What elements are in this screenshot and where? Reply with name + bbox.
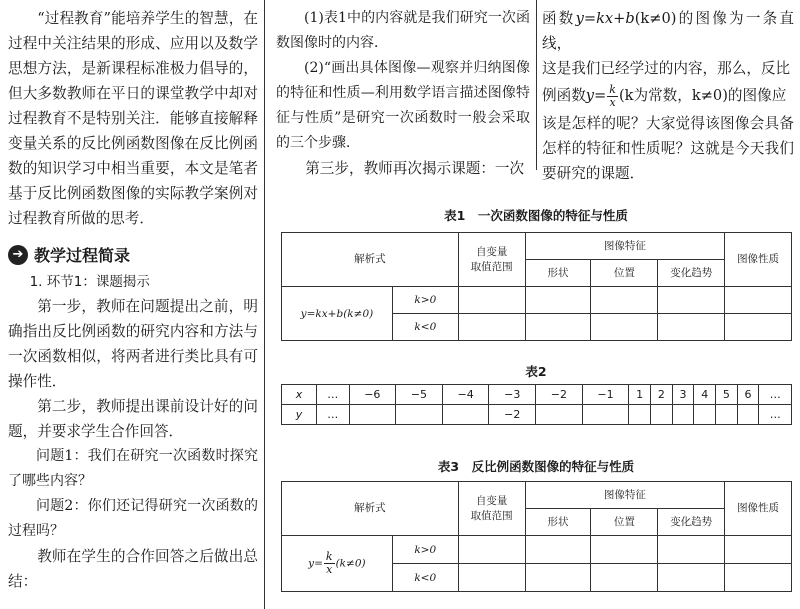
t1-header-trend: 变化趋势 [658,260,725,287]
t2-x-value: −2 [536,385,583,405]
t2-y-value [396,405,443,425]
t2-x-value: … [759,385,792,405]
t3-cell [725,536,792,564]
t1-function: y=kx+b(k≠0) [282,287,393,341]
t1-cell [591,287,658,314]
table1 [281,232,792,341]
t2-y-value [629,405,651,425]
continuation-rest: 该是怎样的呢？大家觉得该图像会具备怎样的特征和性质呢？这就是今天我们要研究的课题． [542,115,794,182]
t3-cell [658,536,725,564]
arrow-circle-icon: ➔ [8,245,28,265]
step3-paragraph: 第三步，教师再次揭示课题：一次 [305,160,525,177]
t1-cell [658,287,725,314]
column-right [542,0,794,186]
t2-x-value: 5 [716,385,738,405]
t3-cell [525,564,591,592]
continuation-line-3: 例函数y= $\frac{k}{x}$ (k为常数，k≠0)的图像应 [542,82,787,109]
t3-cell [458,564,525,592]
t3-header-feature: 图像特征 [525,482,725,509]
t3-header-property: 图像性质 [725,482,792,536]
section-heading [8,243,258,266]
t2-y-value [536,405,583,425]
t3-k-positive: k>0 [392,536,458,564]
t2-x-value: −4 [442,385,489,405]
table3-caption: 表3 反比例函数图像的特征与性质 [437,459,635,474]
t3-cell [658,564,725,592]
t1-cell [658,314,725,341]
t1-header-expr: 解析式 [282,233,459,287]
table3 [281,481,792,592]
t2-y-value: −2 [489,405,536,425]
t2-y-label: y [282,405,317,425]
fraction-k-over-x: $\frac{k}{x}$ [609,82,616,109]
t2-y-value: … [759,405,792,425]
t3-header-trend: 变化趋势 [658,509,725,536]
t1-cell [725,287,792,314]
t2-x-value: −3 [489,385,536,405]
t3-header-position: 位置 [591,509,658,536]
t1-header-property: 图像性质 [725,233,792,287]
t1-k-positive: k>0 [392,287,458,314]
step2-paragraph: 第二步，教师提出课前设计好的问题，并要求学生合作回答． [8,398,258,440]
continuation-line-1: 函数y=kx+b(k≠0)的图像为一条直线， [542,10,794,52]
t1-cell [458,287,525,314]
section-title: 教学过程简录 [34,246,131,265]
t3-cell [591,536,658,564]
t3-header-domain: 自变量 取值范围 [458,482,525,536]
question-1: 问题1：我们在研究一次函数时探究了哪些内容？ [8,448,258,489]
t3-cell [525,536,591,564]
table2 [281,384,792,425]
t2-y-value [716,405,738,425]
subsection-title: 1. 环节1：课题揭示 [29,274,150,290]
column-divider-left [264,0,265,609]
point-2: (2)“画出具体图像—观察并归纳图像的特征和性质—利用数学语言描述图像特征与性质”是研究一次函数时一般会采取的三个步骤． [276,60,530,151]
t3-k-negative: k<0 [392,564,458,592]
intro-paragraph: “过程教育”能培养学生的智慧，在过程中关注结果的形成、应用以及数学思想方法，是新课程标准极力倡导的，但大多数教师在平日的课堂教学中却对过程教育不是特别关注．能够直接解释变量关系的反比例函数图像在反比例函数的知识学习中相当重要，本文是笔者基于反比例函数图像的实际教学案例对过程教育所做的思考． [8,10,258,227]
t3-cell [591,564,658,592]
t2-y-value [694,405,716,425]
table1-caption: 表1 一次函数图像的特征与性质 [444,208,628,223]
t1-header-shape: 形状 [525,260,591,287]
t2-x-value: 6 [737,385,759,405]
t3-header-expr: 解析式 [282,482,459,536]
t2-x-value: 4 [694,385,716,405]
point-1: (1)表1中的内容就是我们研究一次函数图像时的内容． [276,10,530,51]
t2-y-value [582,405,629,425]
t2-x-value: 1 [629,385,651,405]
t3-cell [725,564,792,592]
step1-paragraph: 第一步，教师在问题提出之前，明确指出反比例函数的研究内容和方法与一次函数相似，将两者进行类比具有可操作性． [8,298,258,390]
t2-x-value: −6 [349,385,396,405]
t2-y-value [737,405,759,425]
t2-x-label: x [282,385,317,405]
t2-y-value: … [317,405,350,425]
column-divider-right [536,0,537,170]
t3-cell [458,536,525,564]
t1-cell [525,314,591,341]
t2-y-value [349,405,396,425]
column-left [8,0,258,594]
t2-x-value: 2 [651,385,673,405]
t1-header-domain: 自变量 取值范围 [458,233,525,287]
question-2: 问题2：你们还记得研究一次函数的过程吗？ [8,498,258,539]
t2-x-value: 3 [672,385,694,405]
t1-cell [525,287,591,314]
summary-paragraph: 教师在学生的合作回答之后做出总结： [8,548,258,590]
t2-y-value [442,405,489,425]
t2-x-value: −5 [396,385,443,405]
t2-x-value: −1 [582,385,629,405]
t1-header-feature: 图像特征 [525,233,725,260]
table2-caption: 表2 [525,364,547,379]
t2-y-value [651,405,673,425]
t2-y-value [672,405,694,425]
t1-cell [458,314,525,341]
t3-header-shape: 形状 [525,509,591,536]
t1-header-position: 位置 [591,260,658,287]
t1-k-negative: k<0 [392,314,458,341]
t3-function: y= $\frac{k}{x}$ (k≠0) [282,536,393,592]
continuation-line-2: 这是我们已经学过的内容，那么，反比 [542,60,791,77]
t1-cell [591,314,658,341]
t2-x-value: … [317,385,350,405]
t1-cell [725,314,792,341]
column-middle [276,0,530,181]
